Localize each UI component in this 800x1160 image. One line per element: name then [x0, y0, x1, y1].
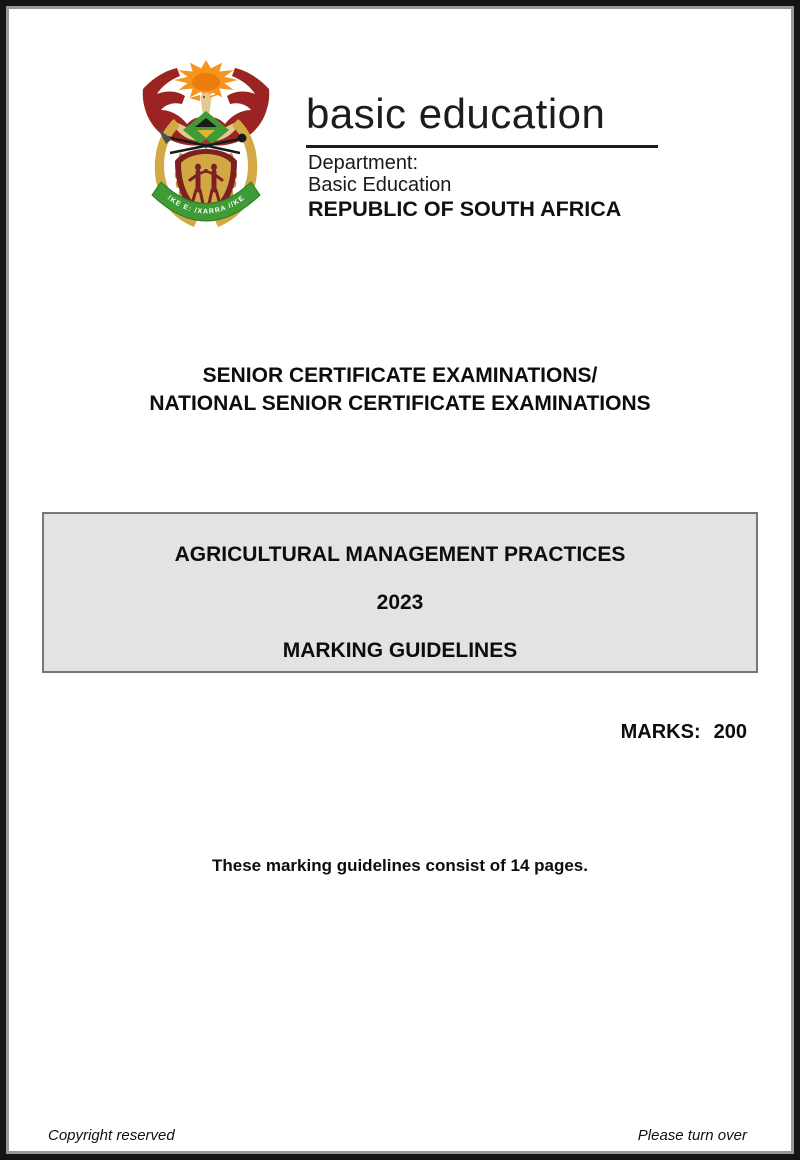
sun-core	[192, 73, 220, 91]
subject-box	[42, 512, 758, 673]
country-line: REPUBLIC OF SOUTH AFRICA	[308, 197, 622, 221]
footer-copyright: Copyright reserved	[48, 1127, 175, 1144]
footer-turnover: Please turn over	[637, 1127, 747, 1144]
document-type: MARKING GUIDELINES	[282, 639, 518, 662]
subject-name: AGRICULTURAL MANAGEMENT PRACTICES	[174, 543, 626, 566]
marks-label: MARKS:	[620, 721, 701, 743]
page-frame	[6, 6, 794, 1154]
bird-eye	[203, 96, 205, 98]
motto-text: !KE E: /XARRA //KE	[165, 194, 247, 216]
exam-title	[9, 362, 791, 418]
exam-year: 2023	[376, 591, 424, 614]
coat-of-arms-icon	[140, 53, 272, 241]
marks-row	[621, 721, 747, 744]
department-name: Basic Education	[308, 174, 452, 196]
page-footer	[48, 1127, 747, 1144]
marks-value: 200	[713, 721, 747, 743]
bird-head	[201, 93, 212, 104]
knobkerrie-knob	[238, 134, 247, 143]
exam-title-line2: NATIONAL SENIOR CERTIFICATE EXAMINATIONS	[149, 392, 651, 415]
department-lines	[308, 152, 451, 196]
page-count-note: These marking guidelines consist of 14 pages.	[211, 856, 588, 875]
brand-underline	[306, 145, 658, 148]
brand-wordmark: basic education	[306, 90, 606, 137]
department-label: Department:	[308, 152, 419, 174]
exam-title-line1: SENIOR CERTIFICATE EXAMINATIONS/	[202, 364, 598, 387]
